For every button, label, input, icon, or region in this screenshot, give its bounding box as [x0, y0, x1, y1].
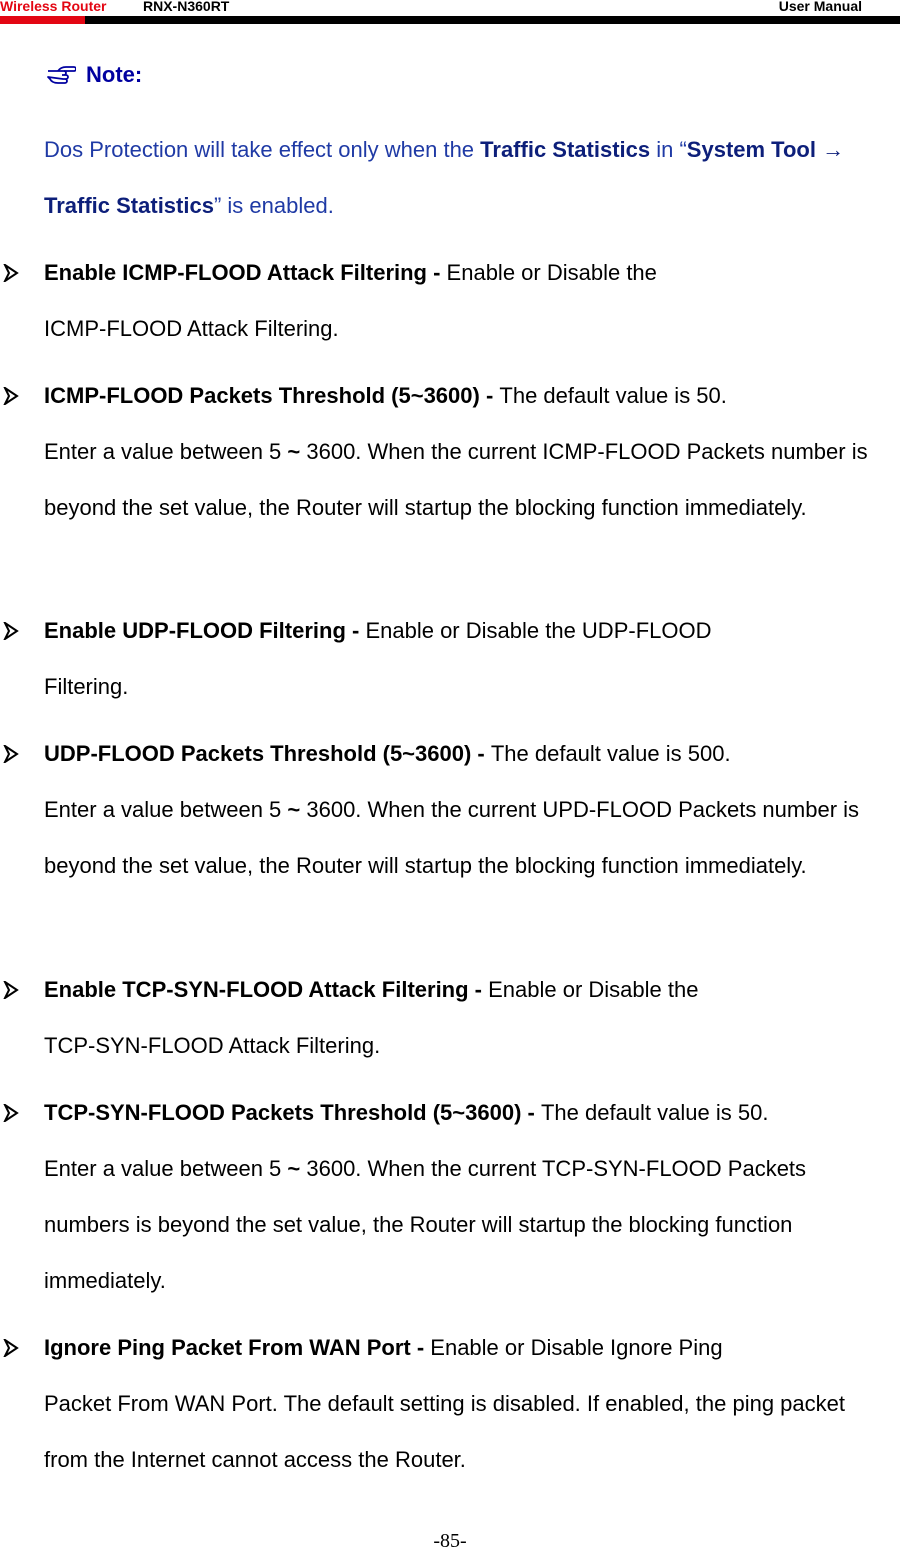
note-title: Note:	[86, 62, 143, 87]
item-text	[44, 726, 874, 894]
note-bold-traffic-statistics: Traffic Statistics	[480, 137, 651, 162]
item-description-cont: 3600. When the current TCP-SYN-FLOOD Packets numbers is beyond the set value, the Router will startup the blocking function immediately.	[44, 1156, 807, 1293]
item-description: Packet From WAN Port. The default setting is disabled. If enabled, the ping packet from the Internet cannot access the Router.	[44, 1391, 845, 1472]
item-term: UDP-FLOOD Packets Threshold (5~3600) -	[44, 741, 491, 766]
arrow-bullet-icon	[3, 1085, 23, 1141]
item-text	[44, 368, 874, 536]
item-description: Enter a value between 5	[44, 439, 288, 464]
note-bold-system-tool: System Tool → Traffic Statistics	[44, 137, 845, 218]
page-header	[0, 0, 900, 26]
item-description-lead: The default value is 500.	[490, 741, 731, 766]
item-description-lead: Enable or Disable Ignore Ping	[430, 1335, 723, 1360]
item-term: TCP-SYN-FLOOD Packets Threshold (5~3600) -	[44, 1100, 541, 1125]
item-description-lead: The default value is 50.	[499, 383, 727, 408]
item-description: ICMP-FLOOD Attack Filtering.	[44, 316, 339, 341]
item-description-lead: Enable or Disable the UDP-FLOOD	[365, 618, 712, 643]
arrow-bullet-icon	[3, 368, 23, 424]
note-text	[44, 122, 874, 234]
item-term: ICMP-FLOOD Packets Threshold (5~3600) -	[44, 383, 500, 408]
item-text	[44, 603, 874, 715]
item-text	[44, 1085, 874, 1309]
item-text	[44, 962, 874, 1074]
header-rule-main	[85, 16, 900, 24]
item-tilde: ~	[287, 1156, 301, 1181]
note-text-mid: in “	[650, 137, 687, 162]
item-term: Enable ICMP-FLOOD Attack Filtering -	[44, 260, 447, 285]
item-description-lead: Enable or Disable the	[446, 260, 657, 285]
page-number: -85-	[433, 1530, 467, 1552]
item-text	[44, 245, 874, 357]
note-heading	[46, 62, 142, 88]
item-description-lead: The default value is 50.	[540, 1100, 769, 1125]
header-rule-accent	[0, 16, 85, 24]
item-description-cont: 3600. When the current ICMP-FLOOD Packets number is beyond the set value, the Router will startup the blocking function immediately.	[44, 439, 868, 520]
note-text-before: Dos Protection will take effect only when the	[44, 137, 481, 162]
header-manual: User Manual	[778, 0, 862, 14]
item-description: TCP-SYN-FLOOD Attack Filtering.	[44, 1033, 381, 1058]
item-tilde: ~	[287, 797, 301, 822]
item-text	[44, 1320, 874, 1488]
item-description: Filtering.	[44, 674, 129, 699]
header-rule	[0, 16, 900, 24]
arrow-bullet-icon	[3, 726, 23, 782]
item-term: Enable TCP-SYN-FLOOD Attack Filtering -	[44, 977, 489, 1002]
item-description-cont: 3600. When the current UPD-FLOOD Packets number is beyond the set value, the Router will startup the blocking function immediately.	[44, 797, 860, 878]
arrow-bullet-icon	[3, 245, 23, 301]
item-description: Enter a value between 5	[44, 797, 288, 822]
item-description: Enter a value between 5	[44, 1156, 288, 1181]
arrow-bullet-icon	[3, 962, 23, 1018]
item-term: Ignore Ping Packet From WAN Port -	[44, 1335, 431, 1360]
header-brand: Wireless Router	[0, 0, 107, 14]
arrow-bullet-icon	[3, 1320, 23, 1376]
item-tilde: ~	[287, 439, 301, 464]
pointing-hand-icon	[46, 65, 76, 85]
arrow-bullet-icon	[3, 603, 23, 659]
header-model: RNX-N360RT	[143, 0, 230, 14]
item-description-lead: Enable or Disable the	[488, 977, 699, 1002]
note-text-after: ” is enabled.	[213, 193, 334, 218]
item-term: Enable UDP-FLOOD Filtering -	[44, 618, 366, 643]
